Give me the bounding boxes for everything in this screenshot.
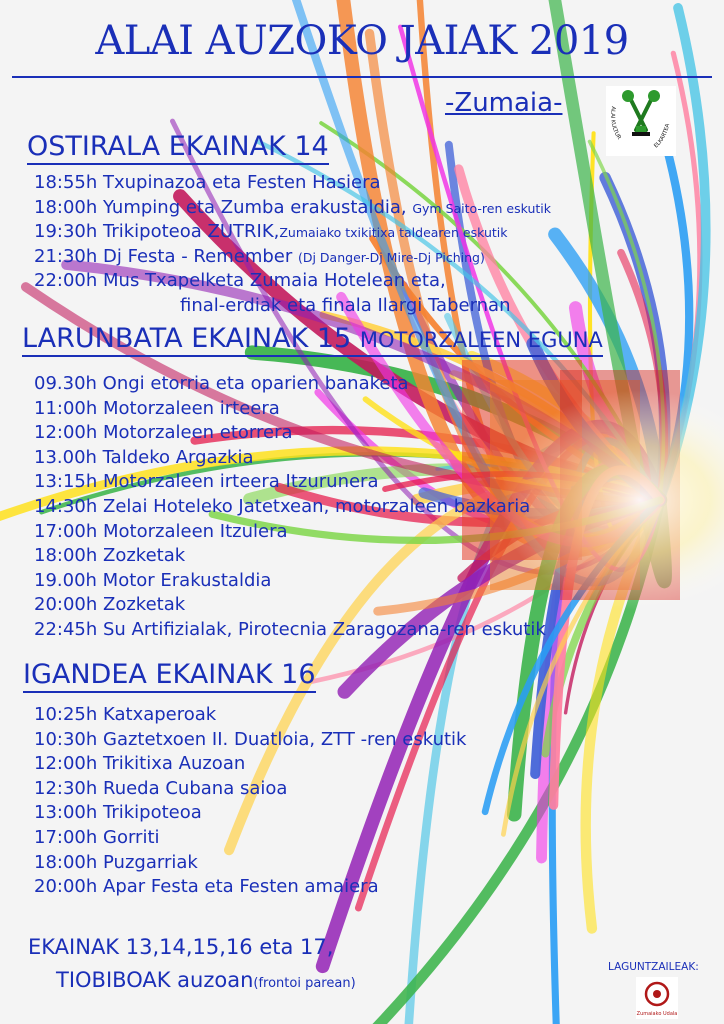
friday-events-list [34,171,551,319]
day-heading-text: LARUNBATA EKAINAK 15 [22,323,360,354]
day-heading-friday [27,131,329,165]
sponsors-label: LAGUNTZAILEAK: [608,961,699,973]
svg-text:ELKARTEA [653,123,671,149]
day-heading-tail: MOTORZALEEN EGUNA [359,328,603,352]
list-item: 19.00h Motor Erakustaldia [34,569,272,591]
title-underline [12,76,712,78]
crossed-keys-icon [606,86,676,156]
svg-text:ALAI KULTUR [609,106,622,141]
logo-text-right: ELKARTEA [653,123,672,150]
footer-tiobiboak: TIOBIBOAK auzoan(frontoi parean) [56,968,356,992]
list-item: 10:25h Katxaperoak [34,704,217,725]
list-item: 12:30h Rueda Cubana saioa [34,777,288,799]
sponsor-name: Zumaiako Udala [636,1011,678,1017]
day-heading-saturday [22,323,603,357]
poster-subtitle: -Zumaia- [445,88,563,118]
list-item: 22:00h Mus Txapelketa Zumaia Hotelean eta, [34,270,446,292]
day-heading-sunday [23,659,316,693]
list-item: 12:00h Trikitixa Auzoan [34,753,246,775]
list-item: 21:30h Dj Festa - Remember (Dj Danger-Dj Mire-Dj Piching) [34,245,485,267]
poster-title: ALAI AUZOKO JAIAK 2019 [95,18,629,64]
day-heading-text: IGANDEA EKAINAK 16 [23,659,316,690]
day-heading-text: OSTIRALA EKAINAK 14 [27,131,329,162]
zumaiako-udala-logo [636,977,678,1019]
list-item: 13:00h Trikipoteoa [34,802,202,824]
sunday-events-list [34,703,466,900]
logo-text-left: ALAI KULTUR [609,105,622,141]
footer-dates: EKAINAK 13,14,15,16 eta 17, [28,935,334,959]
list-item: final-erdiak eta finala Ilargi Tabernan [180,294,511,316]
list-item: 18:00h Zozketak [34,545,186,567]
list-item: 14:30h Zelai Hoteleko Jatetxean, motorzaleen bazkaria [34,495,531,517]
list-item: 20:00h Apar Festa eta Festen amaiera [34,876,379,898]
saturday-events-list [34,372,546,643]
list-item: 11:00h Motorzaleen irteera [34,397,280,419]
list-item: 19:30h Trikipoteoa ZUTRIK,Zumaiako txikitixa taldearen eskutik [34,221,508,243]
list-item: 18:00h Puzgarriak [34,851,198,873]
list-item: 22:45h Su Artifizialak, Pirotecnia Zaragozana-ren eskutik [34,618,546,640]
list-item: 10:30h Gaztetxoen II. Duatloia, ZTT -ren eskutik [34,728,467,750]
list-item: 09.30h Ongi etorria eta oparien banaketa [34,373,409,394]
alai-kultur-elkartea-logo [606,86,676,156]
list-item: 17:00h Motorzaleen Itzulera [34,520,288,542]
list-item: 18:55h Txupinazoa eta Festen Hasiera [34,172,381,193]
list-item: 12:00h Motorzaleen etorrera [34,422,293,444]
list-item: 13:15h Motorzaleen irteera Itzurunera [34,471,379,493]
list-item: 20:00h Zozketak [34,594,186,616]
list-item: 13.00h Taldeko Argazkia [34,446,254,468]
list-item: 17:00h Gorriti [34,826,160,848]
list-item: 18:00h Yumping eta Zumba erakustaldia, Gym Saito-ren eskutik [34,196,551,218]
